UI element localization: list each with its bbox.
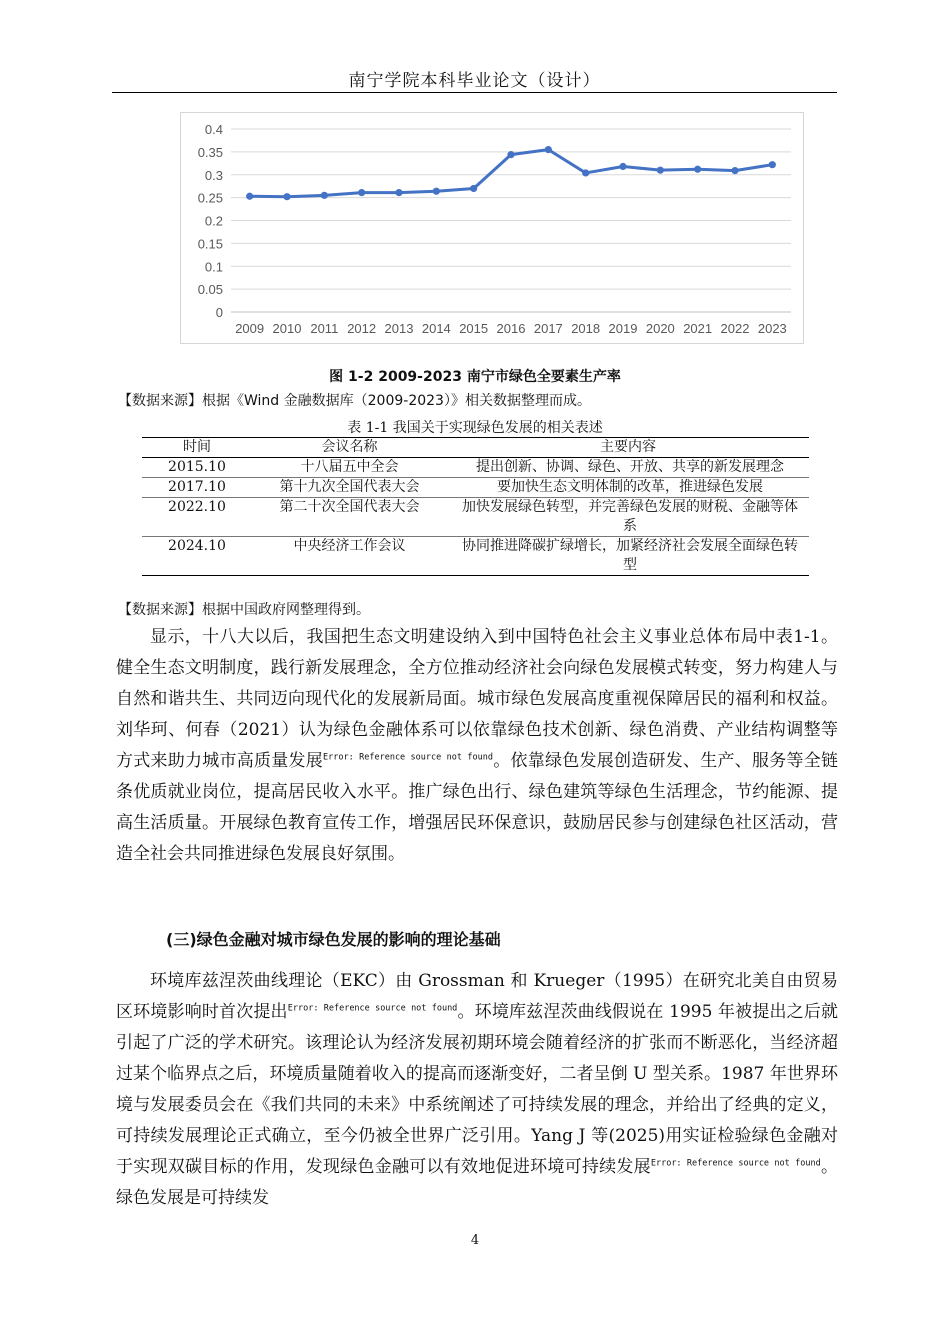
policy-table	[142, 437, 809, 576]
x-tick-label: 2015	[459, 321, 489, 336]
header-time: 时间	[142, 438, 252, 458]
table-caption: 表 1-1 我国关于实现绿色发展的相关表述	[347, 420, 603, 436]
y-tick-label: 0.05	[197, 282, 223, 298]
data-point	[470, 185, 477, 192]
y-tick-label: 0.3	[204, 167, 223, 183]
x-tick-label: 2019	[608, 321, 638, 336]
data-point	[769, 161, 776, 168]
y-tick-label: 0	[215, 305, 223, 320]
page-number: 4	[470, 1233, 480, 1248]
x-tick-label: 2014	[421, 321, 451, 336]
cell-meeting: 十八届五中全会	[252, 458, 447, 478]
paragraph-ekc-theory	[116, 966, 838, 1214]
data-point	[358, 189, 365, 196]
y-tick-label: 0.1	[204, 259, 223, 275]
running-header: 南宁学院本科毕业论文（设计）	[112, 66, 837, 93]
cell-content: 协同推进降碳扩绿增长，加紧经济社会发展全面绿色转型	[447, 537, 809, 576]
table-row	[142, 498, 809, 537]
x-tick-label: 2013	[384, 321, 414, 336]
cell-content: 加快发展绿色转型，并完善绿色发展的财税、金融等体系	[447, 498, 809, 537]
x-tick-label: 2010	[272, 321, 302, 336]
x-tick-label: 2022	[720, 321, 750, 336]
paragraph-text: 。绿色发展是可持续发	[116, 1157, 838, 1208]
figure-source-note: 【数据来源】根据《Wind 金融数据库（2009-2023）》相关数据整理而成。	[118, 393, 591, 409]
paragraph-text: 。依靠绿色发展创造研发、生产、服务等全链条优质就业岗位，提高居民收入水平。推广绿色出行、绿色建筑等绿色生活理念，节约能源、提高生活质量。开展绿色教育宣传工作，增强居民环保意识，鼓励居民参与创建绿色社区活动，营造全社会共同推进绿色发展良好氛围。	[116, 751, 838, 864]
cell-time: 2022.10	[142, 498, 252, 537]
x-tick-label: 2021	[683, 321, 713, 336]
paragraph-green-development	[116, 622, 838, 870]
data-point	[246, 193, 253, 200]
cell-time: 2017.10	[142, 478, 252, 498]
y-tick-label: 0.2	[204, 213, 223, 229]
data-point	[545, 146, 552, 153]
table-source-note: 【数据来源】根据中国政府网整理得到。	[118, 602, 370, 618]
reference-error-note: Error: Reference source not found	[287, 1003, 458, 1014]
cell-time: 2015.10	[142, 458, 252, 478]
data-point	[433, 188, 440, 195]
table-row	[142, 458, 809, 478]
data-point	[395, 189, 402, 196]
cell-meeting: 第二十次全国代表大会	[252, 498, 447, 537]
x-tick-label: 2011	[310, 321, 339, 336]
x-tick-label: 2023	[757, 321, 787, 336]
cell-meeting: 第十九次全国代表大会	[252, 478, 447, 498]
paragraph-text: 显示，十八大以后，我国把生态文明建设纳入到中国特色社会主义事业总体布局中表1-1。健全生态文明制度，践行新发展理念，全方位推动经济社会向绿色发展模式转变，努力构建人与自然和谐共生、共同迈向现代化的发展新局面。城市绿色发展高度重视保障居民的福利和权益。刘华珂、何春（2021）认为绿色金融体系可以依靠绿色技术创新、绿色消费、产业结构调整等方式来助力城市高质量发展	[116, 627, 838, 771]
reference-error-note: Error: Reference source not found	[650, 1158, 821, 1169]
data-point	[582, 169, 589, 176]
reference-error-note: Error: Reference source not found	[323, 752, 493, 763]
cell-content: 提出创新、协调、绿色、开放、共享的新发展理念	[447, 458, 809, 478]
table-header-row	[142, 438, 809, 458]
chart-svg	[181, 113, 803, 343]
y-tick-label: 0.25	[197, 190, 223, 206]
data-point	[283, 193, 290, 200]
y-tick-label: 0.15	[197, 236, 223, 252]
header-meeting: 会议名称	[252, 438, 447, 458]
cell-time: 2024.10	[142, 537, 252, 576]
cell-meeting: 中央经济工作会议	[252, 537, 447, 576]
x-tick-label: 2012	[347, 321, 377, 336]
data-point	[694, 166, 701, 173]
paragraph-text: 环境库兹涅茨曲线理论（EKC）由 Grossman 和 Krueger（1995）在研究北美自由贸易区环境影响时首次提出	[116, 971, 838, 1022]
x-tick-label: 2017	[533, 321, 563, 336]
x-tick-label: 2018	[571, 321, 601, 336]
section-heading: (三)绿色金融对城市绿色发展的影响的理论基础	[166, 930, 501, 949]
table-row	[142, 537, 809, 576]
data-point	[321, 192, 328, 199]
data-point	[507, 151, 514, 158]
data-point	[619, 163, 626, 170]
x-tick-label: 2020	[645, 321, 675, 336]
header-content: 主要内容	[447, 438, 809, 458]
data-point	[657, 167, 664, 174]
line-chart	[180, 112, 804, 344]
table-row	[142, 478, 809, 498]
x-tick-label: 2016	[496, 321, 526, 336]
cell-content: 要加快生态文明体制的改革，推进绿色发展	[447, 478, 809, 498]
x-tick-label: 2009	[235, 321, 265, 336]
y-tick-label: 0.35	[197, 144, 223, 160]
figure-caption: 图 1-2 2009-2023 南宁市绿色全要素生产率	[329, 369, 621, 385]
paragraph-text: 。环境库兹涅茨曲线假说在 1995 年被提出之后就引起了广泛的学术研究。该理论认为经济发展初期环境会随着经济的扩张而不断恶化，当经济超过某个临界点之后，环境质量随着收入的提高而逐渐变好，二者呈倒 U 型关系。1987 年世界环境与发展委员会在《我们共同的未来》中系统阐述了可持续发展的理念，并给出了经典的定义，可持续发展理论正式确立，至今仍被全世界广泛引用。Yang J 等(2025)用实证检验绿色金融对于实现双碳目标的作用，发现绿色金融可以有效地促进环境可持续发展	[116, 1002, 839, 1177]
y-tick-label: 0.4	[204, 122, 223, 137]
data-point	[731, 167, 738, 174]
